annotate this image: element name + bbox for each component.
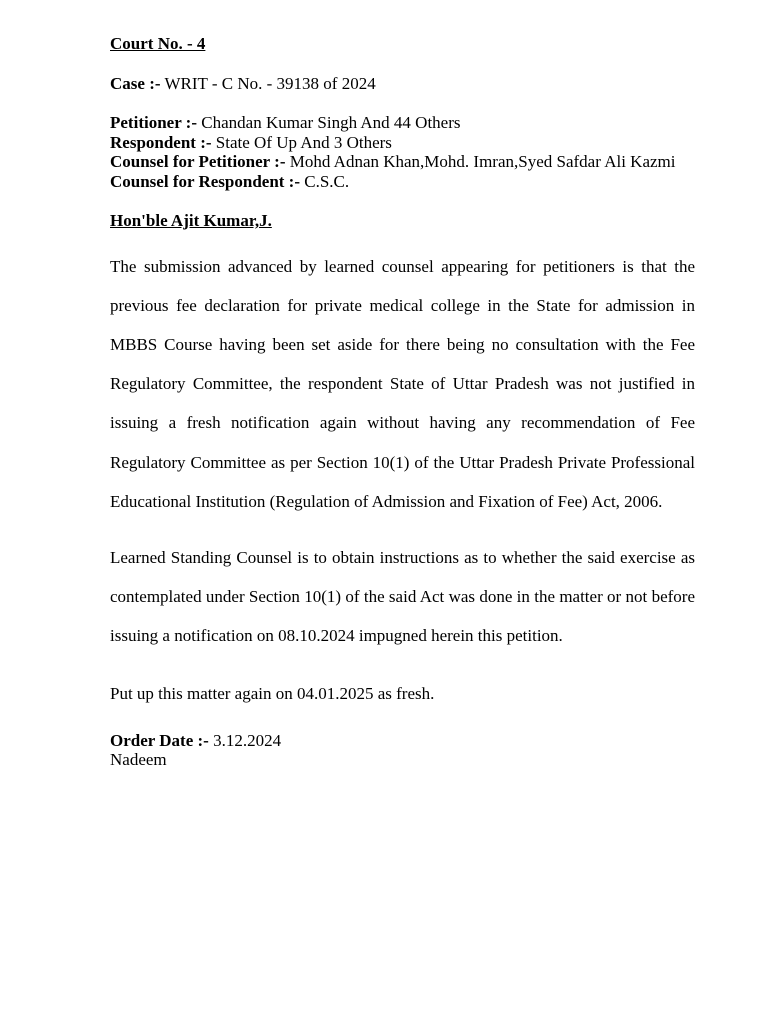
counsel-petitioner-label: Counsel for Petitioner :- [110,152,286,171]
order-date-label: Order Date :- [110,730,209,750]
court-number: Court No. - 4 [110,34,206,53]
order-paragraph-2: Learned Standing Counsel is to obtain instructions as to whether the said exercise as contemplated under Section 10(1) of the said Act was done in the matter or not before issuing a notification on 08.10.2024 impugned herein this petition. [110,547,695,646]
listing-direction: Put up this matter again on 04.01.2025 as fresh. [110,683,435,703]
counsel-respondent-line [110,172,695,192]
order-date-line [110,731,695,751]
order-paragraph-1: The submission advanced by learned counsel appearing for petitioners is that the previous fee declaration for private medical college in the State for admission in MBBS Course having been set aside for there being no consultation with the Fee Regulatory Committee, the respondent State of Uttar Pradesh was not justified in issuing a fresh notification again without having any recommendation of Fee Regulatory Committee as per Section 10(1) of the Uttar Pradesh Private Professional Educational Institution (Regulation of Admission and Fixation of Fee) Act, 2006. [110,256,695,511]
case-line [110,74,695,94]
respondent-label: Respondent :- [110,132,212,152]
parties-block [110,113,695,191]
order-document [110,34,695,770]
case-label: Case :- [110,73,161,93]
petitioner-label: Petitioner :- [110,113,198,132]
counsel-petitioner-names: Mohd Adnan Khan,Mohd. Imran,Syed Safdar Ali Kazmi [289,152,676,171]
order-date-value: 3.12.2024 [213,730,282,750]
respondent-line [110,133,695,153]
signatory: Nadeem [110,750,167,770]
counsel-petitioner-line [110,152,695,172]
case-number: WRIT - C No. - 39138 of 2024 [164,73,376,93]
petitioner-line [110,113,695,133]
counsel-respondent-label: Counsel for Respondent :- [110,171,301,191]
counsel-respondent-name: C.S.C. [304,171,350,191]
respondent-name: State Of Up And 3 Others [215,132,392,152]
judge-name: Hon'ble Ajit Kumar,J. [110,211,272,230]
petitioner-name: Chandan Kumar Singh And 44 Others [201,113,461,132]
